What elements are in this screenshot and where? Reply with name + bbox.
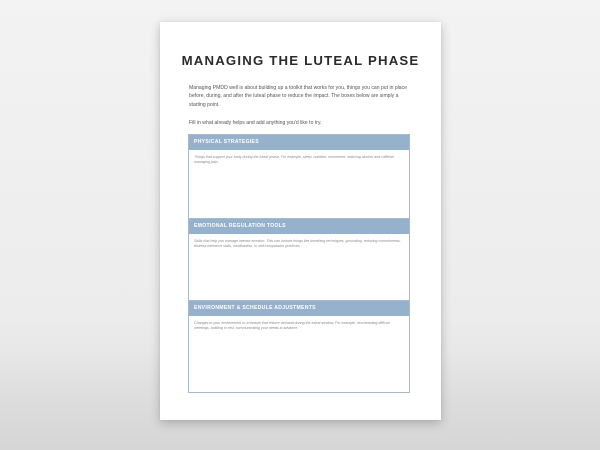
environment-schedule-box[interactable] (188, 300, 410, 393)
section-heading: PHYSICAL STRATEGIES (189, 135, 409, 150)
section-description: Things that support your body during the luteal phase. For example, sleep, nutrition, movement, reducing alcohol and caffeine, managing pain. (194, 155, 395, 165)
emotional-regulation-box[interactable] (188, 218, 410, 302)
section-heading: EMOTIONAL REGULATION TOOLS (189, 219, 409, 234)
page-title: MANAGING THE LUTEAL PHASE (181, 53, 420, 68)
section-description: Skills that help you manage intense emotion. This can include things like breathing techniques, grounding, reducing commitments, distress tolerance skills, mindfulness, or self-compassion practices. (194, 239, 401, 249)
intro-paragraph: Managing PMDD well is about building up a toolkit that works for you, things you can put in place before, during, and after the luteal phase to reduce the impact. The boxes below are simply a starting point. (189, 85, 408, 108)
fill-in-instruction: Fill in what already helps and add anything you'd like to try. (189, 120, 322, 126)
worksheet-page (160, 22, 441, 420)
section-description: Changes to your environment or schedule that reduce demand during the luteal window. For example, rescheduling difficult meetings, building in rest, communicating your needs in advance. (194, 321, 390, 331)
physical-strategies-box[interactable] (188, 134, 410, 220)
section-heading: ENVIRONMENT & SCHEDULE ADJUSTMENTS (189, 301, 409, 316)
